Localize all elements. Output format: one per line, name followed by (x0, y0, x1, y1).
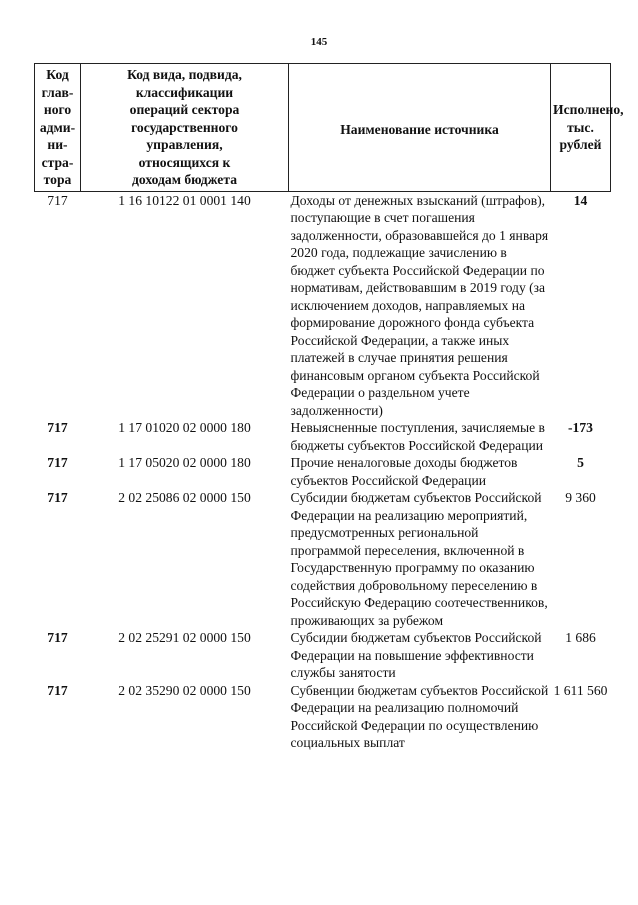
classification-code-cell: 1 16 10122 01 0001 140 (118, 192, 251, 208)
table-row (35, 682, 611, 752)
header-class-code (81, 64, 289, 192)
header-class-code-line: государственного (131, 119, 238, 135)
admin-code-cell: 717 (47, 490, 68, 505)
admin-code-cell: 717 (47, 682, 68, 698)
header-class-code-line: доходам бюджета (132, 172, 237, 187)
classification-code-cell: 1 17 05020 02 0000 180 (118, 455, 251, 470)
admin-code-cell: 717 (47, 455, 68, 470)
amount-cell: 5 (577, 455, 584, 470)
header-admin-code-line: глав- (41, 84, 74, 100)
header-amount-line: Исполнено, (553, 102, 624, 117)
classification-code-cell: 2 02 25291 02 0000 150 (118, 630, 251, 645)
source-name-cell: Невыясненные поступления, зачисляемые в бюджеты субъектов Российской Федерации (290, 420, 545, 453)
header-class-code-line: относящихся к (138, 154, 231, 170)
admin-code-cell: 717 (47, 630, 68, 645)
revenue-table (34, 63, 624, 752)
table-header-row (35, 64, 611, 192)
table-row (35, 191, 611, 419)
amount-cell: 14 (573, 192, 588, 208)
header-amount (551, 64, 624, 192)
amount-cell: 1 611 560 (553, 682, 608, 698)
classification-code-cell: 1 17 01020 02 0000 180 (118, 420, 251, 435)
header-admin-code-line: тора (43, 172, 72, 187)
table-row (35, 419, 611, 454)
header-amount-line: рублей (559, 137, 602, 152)
header-admin-code-line: ного (43, 102, 72, 117)
source-name-cell: Субсидии бюджетам субъектов Российской Федерации на реализацию мероприятий, предусмотренных региональной программой переселения, включенной в Государственную программу по оказанию содействия добровольному переселению в Российскую Федерацию соотечественников, проживающих за рубежом (290, 490, 548, 628)
admin-code-cell: 717 (47, 420, 68, 435)
source-name-cell: Доходы от денежных взысканий (штрафов), поступающие в счет погашения задолженности, образовавшейся до 1 января 2020 года, подлежащие зачислению в бюджет субъекта Российской Федерации по нормативам, действовавшим в 2019 году (за исключением доходов, направляемых на формирование дорожного фонда субъекта Российской Федерации, а также иных платежей в случае принятия решения финансовым органом субъекта Российской Федерации о раздельном учете задолженности) (290, 192, 549, 418)
header-class-code-line: Код вида, подвида, (127, 67, 242, 82)
amount-cell: 9 360 (565, 490, 596, 505)
source-name-cell: Субвенции бюджетам субъектов Российской Федерации на реализацию полномочий Российской Федерации по осуществлению социальных выплат (290, 682, 549, 750)
header-admin-code-line: адми- (39, 119, 76, 135)
source-name-cell: Субсидии бюджетам субъектов Российской Федерации на повышение эффективности службы занятости (290, 630, 542, 680)
header-amount-line: тыс. (567, 119, 594, 135)
header-admin-code-line: ни- (47, 137, 68, 152)
header-source-name: Наименование источника (289, 64, 551, 192)
table-row (35, 489, 611, 629)
table-row (35, 454, 611, 489)
header-class-code-line: управления, (146, 137, 223, 152)
header-class-code-line: операций сектора (129, 102, 240, 117)
page-number: 145 (310, 36, 328, 48)
amount-cell: 1 686 (565, 630, 596, 645)
classification-code-cell: 2 02 25086 02 0000 150 (118, 490, 251, 505)
header-admin-code-line: стра- (41, 154, 74, 170)
admin-code-cell: 717 (47, 192, 68, 208)
header-admin-code-line: Код (46, 67, 69, 82)
header-admin-code (35, 64, 81, 192)
classification-code-cell: 2 02 35290 02 0000 150 (118, 682, 251, 698)
table-row (35, 629, 611, 682)
header-class-code-line: классификации (135, 84, 234, 100)
amount-cell: -173 (568, 420, 593, 435)
source-name-cell: Прочие неналоговые доходы бюджетов субъектов Российской Федерации (290, 455, 518, 488)
